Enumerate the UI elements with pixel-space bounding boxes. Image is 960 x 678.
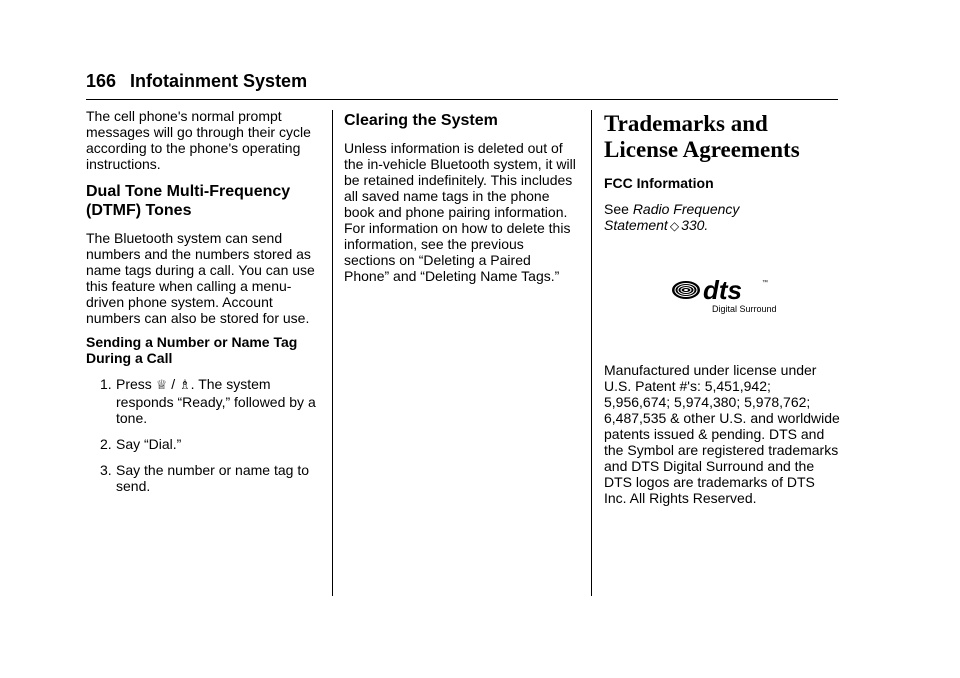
dts-disc-icon — [672, 281, 700, 299]
dtmf-heading: Dual Tone Multi-Frequency (DTMF) Tones — [86, 183, 291, 219]
steering-voice-icon: ♗ — [179, 378, 191, 393]
column-left — [86, 108, 320, 504]
column-right — [604, 108, 840, 514]
intro-paragraph: The cell phone's normal prompt messages will go through their cycle according to the phone's operating instructions. — [86, 108, 311, 172]
license-paragraph: Manufactured under license under U.S. Patent #'s: 5,451,942; 5,956,674; 5,974,380; 5,978,762; 6,487,535 & other U.S. and worldwide patents issued & pending. DTS and the Symbol are registered trademarks and DTS Digital Surround and the DTS logos are trademarks of DTS Inc. All Rights Reserved. — [604, 362, 840, 506]
clearing-paragraph: Unless information is deleted out of the in-vehicle Bluetooth system, it will be retained indefinitely. This includes all saved name tags in the phone book and phone pairing information. For information on how to delete this information, see the previous sections on “Deleting a Paired Phone” and “Deleting Name Tags.” — [344, 140, 576, 284]
push-to-talk-icon: ♕ — [155, 378, 168, 393]
list-item: 1. Press ♕ / ♗. The system responds “Ready,” followed by a tone. — [100, 376, 316, 426]
step-number: 1. — [100, 376, 112, 392]
fcc-heading: FCC Information — [604, 175, 714, 191]
list-item: 3. Say the number or name tag to send. — [100, 462, 309, 494]
sending-subheading: Sending a Number or Name Tag During a Call — [86, 334, 298, 366]
page-reference-number[interactable]: 330 — [681, 217, 705, 233]
steps-list — [86, 376, 320, 494]
trademarks-heading: Trademarks and License Agreements — [604, 111, 800, 162]
step-number: 2. — [100, 436, 112, 452]
header-rule — [86, 99, 838, 100]
dts-logo — [670, 276, 780, 320]
column-divider — [332, 110, 333, 596]
column-middle — [344, 108, 578, 292]
column-divider — [591, 110, 592, 596]
section-title: Infotainment System — [130, 71, 308, 91]
page-reference-icon: ◇ — [669, 219, 680, 233]
radio-frequency-link[interactable]: Radio Frequency Statement — [604, 201, 740, 233]
dtmf-paragraph: The Bluetooth system can send numbers and the numbers stored as name tags during a call. You can use this feature when calling a menu-driven phone system. Account numbers can also be stored for use. — [86, 230, 315, 326]
page-header — [86, 70, 307, 92]
digital-surround-caption: Digital Surround — [712, 304, 777, 314]
list-item: 2. Say “Dial.” — [100, 436, 182, 452]
trademark-symbol: ™ — [762, 280, 768, 286]
page-number: 166 — [86, 71, 117, 91]
step-number: 3. — [100, 462, 112, 478]
dts-wordmark: dts — [703, 276, 742, 305]
fcc-paragraph: See Radio Frequency Statement ◇ 330. — [604, 201, 740, 233]
clearing-heading: Clearing the System — [344, 112, 498, 129]
